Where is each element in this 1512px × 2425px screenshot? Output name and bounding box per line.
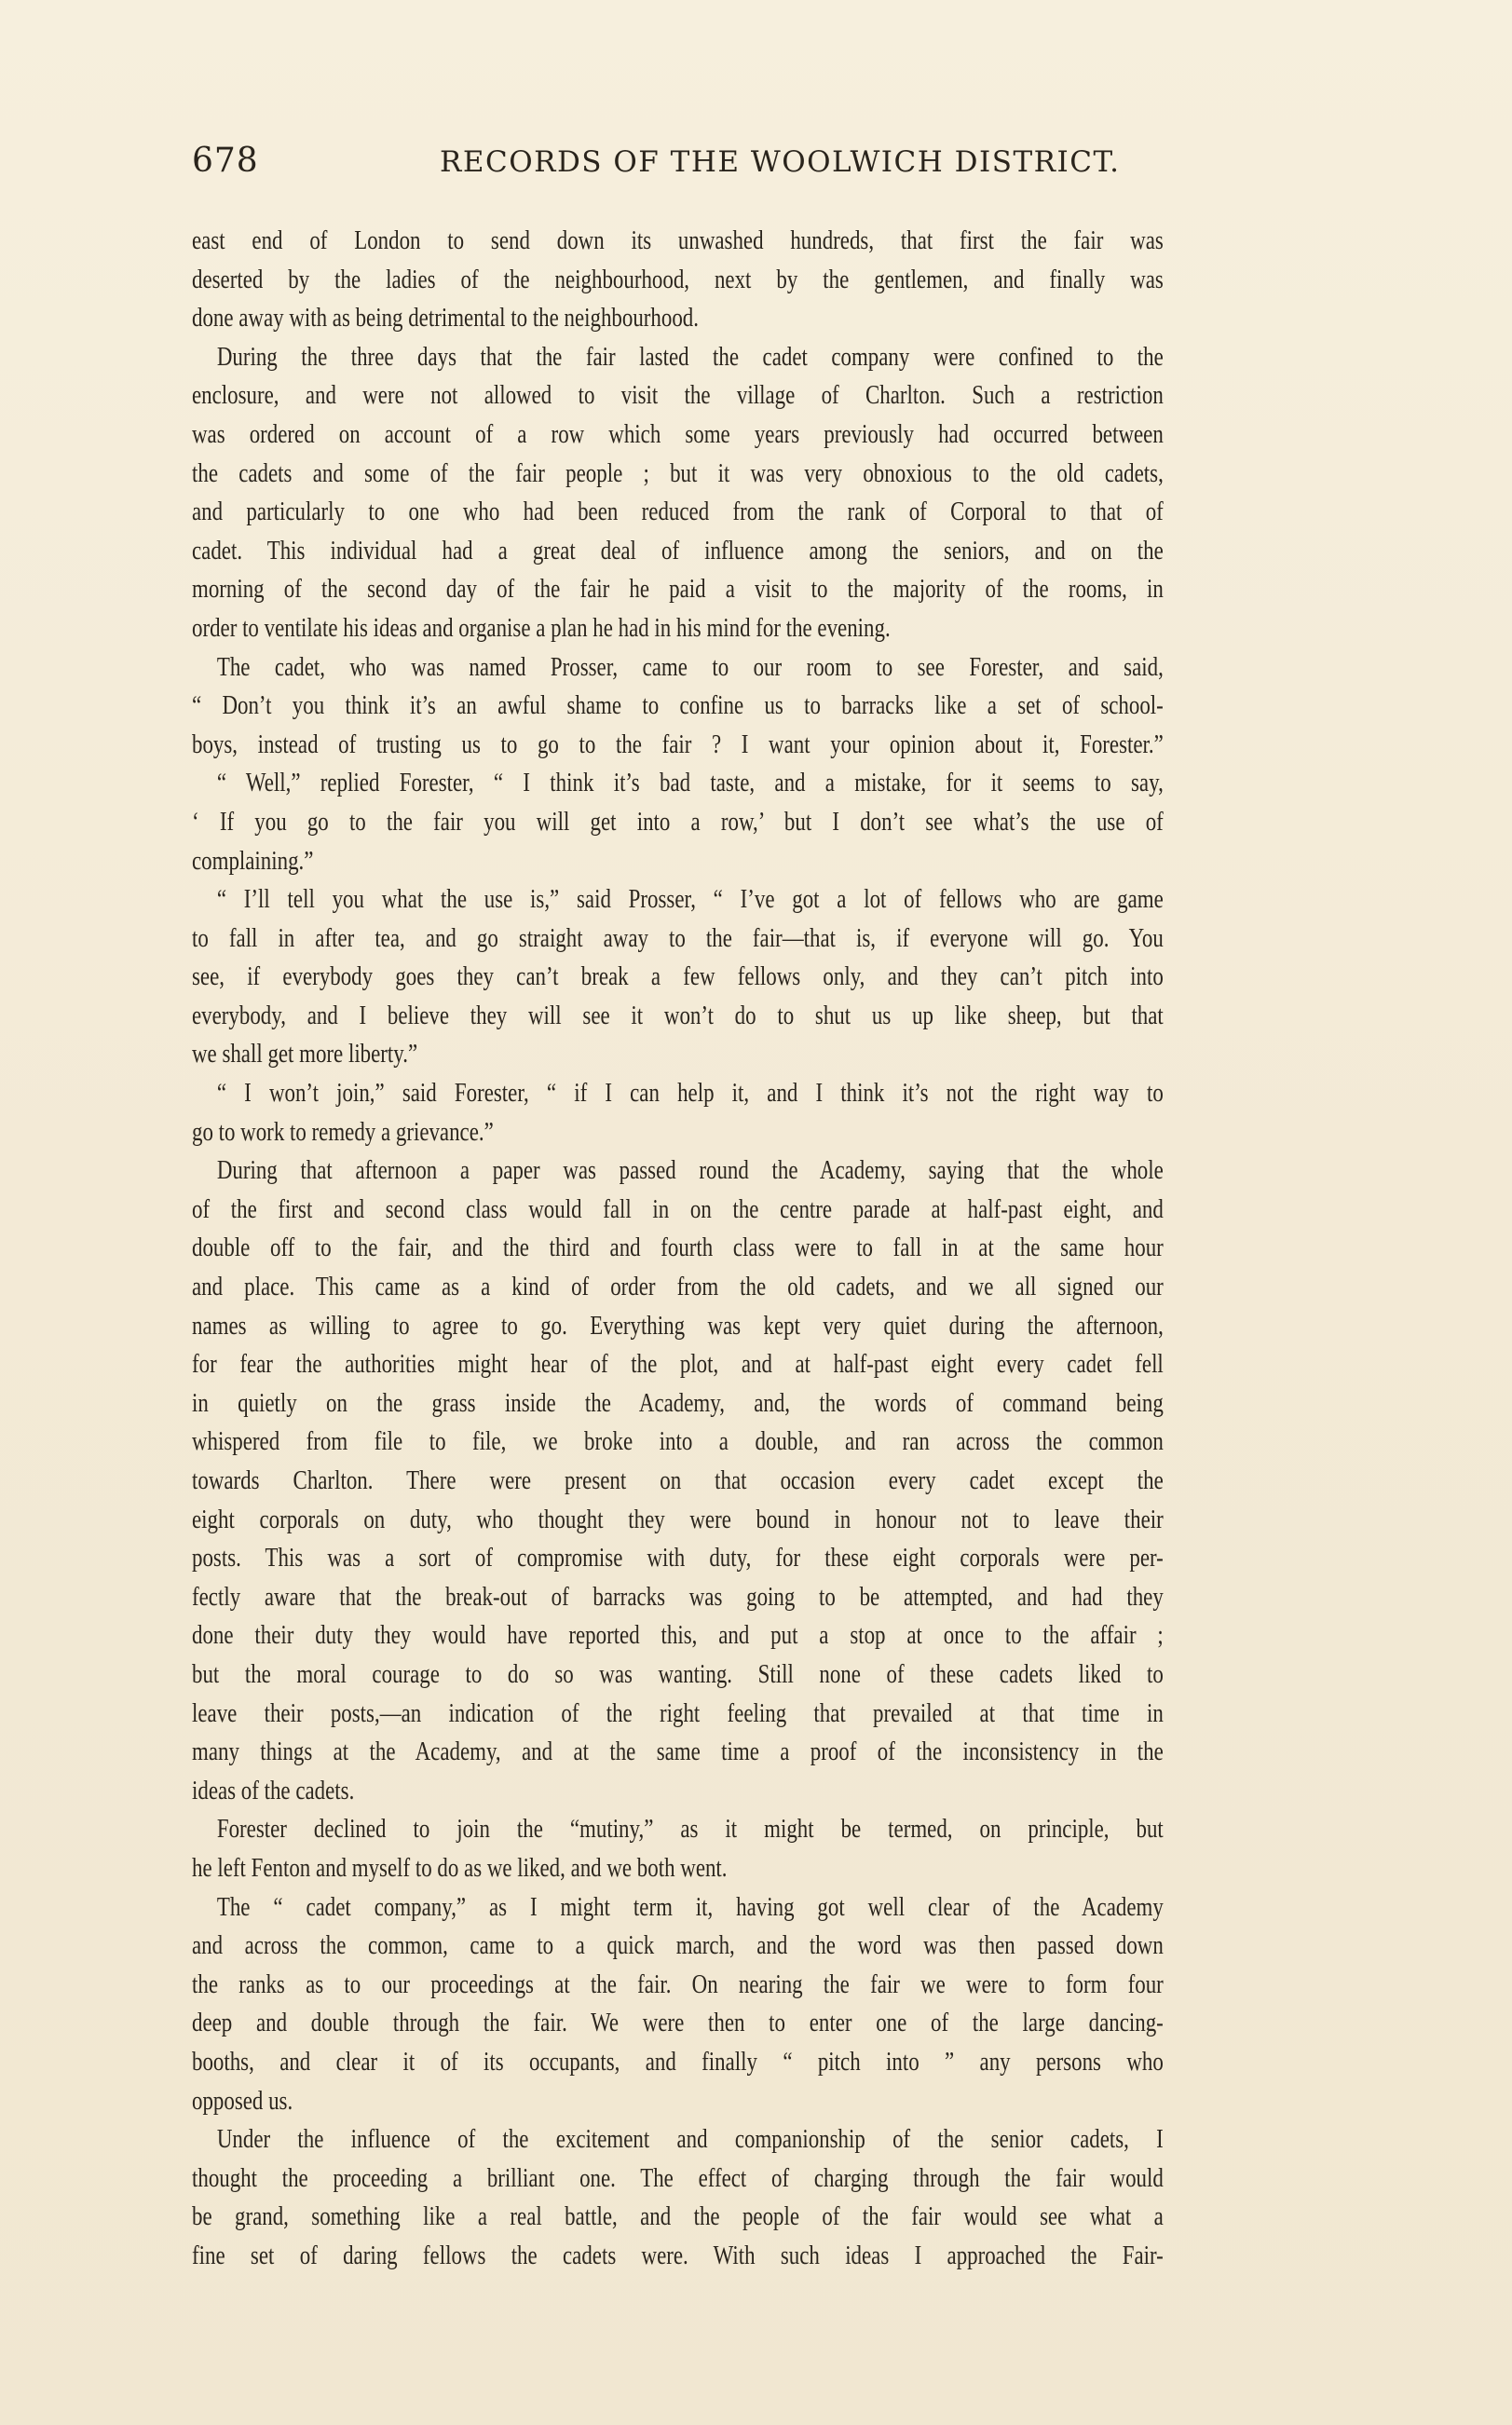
text-line: During that afternoon a paper was passed round the Academy, saying that the whole: [216, 1155, 1164, 1186]
text-line: was ordered on account of a row which some years previously had occurred between: [192, 418, 1164, 449]
text-line: be grand, something like a real battle, and the people of the fair would see what a: [192, 2201, 1164, 2232]
text-line: posts. This was a sort of compromise with duty, for these eight corporals were per-: [192, 1543, 1164, 1574]
text-line: The “ cadet company,” as I might term it, having got well clear of the Academy: [216, 1891, 1164, 1922]
text-line: thought the proceeding a brilliant one. The effect of charging through the fair would: [192, 2162, 1164, 2193]
text-line: order to ventilate his ideas and organise a plan he had in his mind for the evening.: [192, 612, 891, 643]
text-line: for fear the authorities might hear of the plot, and at half-past eight every cadet fell: [192, 1349, 1164, 1380]
page-number: 678: [192, 142, 259, 180]
text-line: enclosure, and were not allowed to visit the village of Charlton. Such a restriction: [192, 380, 1164, 411]
text-line: and particularly to one who had been reduced from the rank of Corporal to that of: [192, 497, 1164, 527]
text-line: done their duty they would have reported this, and put a stop at once to the affair ;: [192, 1620, 1164, 1651]
text-line: The cadet, who was named Prosser, came to our room to see Forester, and said,: [216, 651, 1164, 682]
text-line: During the three days that the fair lasted the cadet company were confined to the: [216, 341, 1164, 372]
text-line: of the first and second class would fall in on the centre parade at half-past eight, and: [192, 1193, 1164, 1224]
text-line: deep and double through the fair. We were then to enter one of the large dancing-: [192, 2008, 1164, 2038]
text-line: everybody, and I believe they will see it won’t do to shut us up like sheep, but that: [192, 1000, 1164, 1030]
text-line: complaining.”: [192, 845, 314, 876]
text-line: east end of London to send down its unwashed hundreds, that first the fair was: [192, 225, 1164, 255]
text-line: names as willing to agree to go. Everything was kept very quiet during the afternoon,: [192, 1310, 1164, 1341]
text-line: “ Well,” replied Forester, “ I think it’s bad taste, and a mistake, for it seems to say,: [216, 768, 1164, 798]
text-line: “ I’ll tell you what the use is,” said Prosser, “ I’ve got a lot of fellows who are game: [216, 884, 1164, 915]
text-line: he left Fenton and myself to do as we liked, and we both went.: [192, 1852, 728, 1883]
text-line: leave their posts,—an indication of the right feeling that prevailed at that time in: [192, 1697, 1164, 1728]
text-line: “ Don’t you think it’s an awful shame to confine us to barracks like a set of school-: [192, 690, 1164, 721]
text-line: but the moral courage to do so was wanting. Still none of these cadets liked to: [192, 1658, 1164, 1689]
text-line: whispered from file to file, we broke into a double, and ran across the common: [192, 1426, 1164, 1457]
text-line: we shall get more liberty.”: [192, 1039, 418, 1069]
body-text: [192, 222, 1164, 2275]
text-line: ideas of the cadets.: [192, 1775, 355, 1805]
text-line: eight corporals on duty, who thought they were bound in honour not to leave their: [192, 1504, 1164, 1534]
text-line: ‘ If you go to the fair you will get into a row,’ but I don’t see what’s the use of: [192, 806, 1164, 837]
running-head: RECORDS OF THE WOOLWICH DISTRICT.: [440, 145, 1121, 179]
text-line: see, if everybody goes they can’t break a few fellows only, and they can’t pitch into: [192, 961, 1164, 992]
text-line: the cadets and some of the fair people ; but it was very obnoxious to the old cadets,: [192, 457, 1164, 488]
text-line: boys, instead of trusting us to go to the fair ? I want your opinion about it, Forester.”: [192, 729, 1164, 759]
text-line: and place. This came as a kind of order from the old cadets, and we all signed our: [192, 1272, 1164, 1302]
text-line: morning of the second day of the fair he paid a visit to the majority of the rooms, in: [192, 574, 1164, 605]
text-line: many things at the Academy, and at the same time a proof of the inconsistency in the: [192, 1737, 1164, 1767]
text-line: opposed us.: [192, 2085, 293, 2116]
text-line: deserted by the ladies of the neighbourhood, next by the gentlemen, and finally was: [192, 264, 1164, 294]
text-line: go to work to remedy a grievance.”: [192, 1116, 494, 1147]
text-line: the ranks as to our proceedings at the fair. On nearing the fair we were to form four: [192, 1969, 1164, 1999]
text-line: double off to the fair, and the third and fourth class were to fall in at the same hour: [192, 1233, 1164, 1263]
page-header: [192, 142, 1161, 186]
text-line: “ I won’t join,” said Forester, “ if I can help it, and I think it’s not the right way to: [216, 1078, 1164, 1109]
text-line: fectly aware that the break-out of barracks was going to be attempted, and had they: [192, 1581, 1164, 1612]
text-line: to fall in after tea, and go straight away to the fair—that is, if everyone will go. You: [192, 922, 1164, 953]
text-line: towards Charlton. There were present on that occasion every cadet except the: [192, 1465, 1164, 1495]
text-line: Forester declined to join the “mutiny,” as it might be termed, on principle, but: [216, 1814, 1164, 1845]
text-line: and across the common, came to a quick march, and the word was then passed down: [192, 1930, 1164, 1961]
text-line: Under the influence of the excitement and companionship of the senior cadets, I: [216, 2124, 1164, 2155]
text-line: cadet. This individual had a great deal of influence among the seniors, and on the: [192, 535, 1164, 565]
text-line: booths, and clear it of its occupants, and finally “ pitch into ” any persons who: [192, 2046, 1164, 2077]
text-line: in quietly on the grass inside the Academy, and, the words of command being: [192, 1387, 1164, 1418]
text-line: fine set of daring fellows the cadets were. With such ideas I approached the Fair-: [192, 2240, 1164, 2270]
text-line: done away with as being detrimental to the neighbourhood.: [192, 303, 699, 334]
